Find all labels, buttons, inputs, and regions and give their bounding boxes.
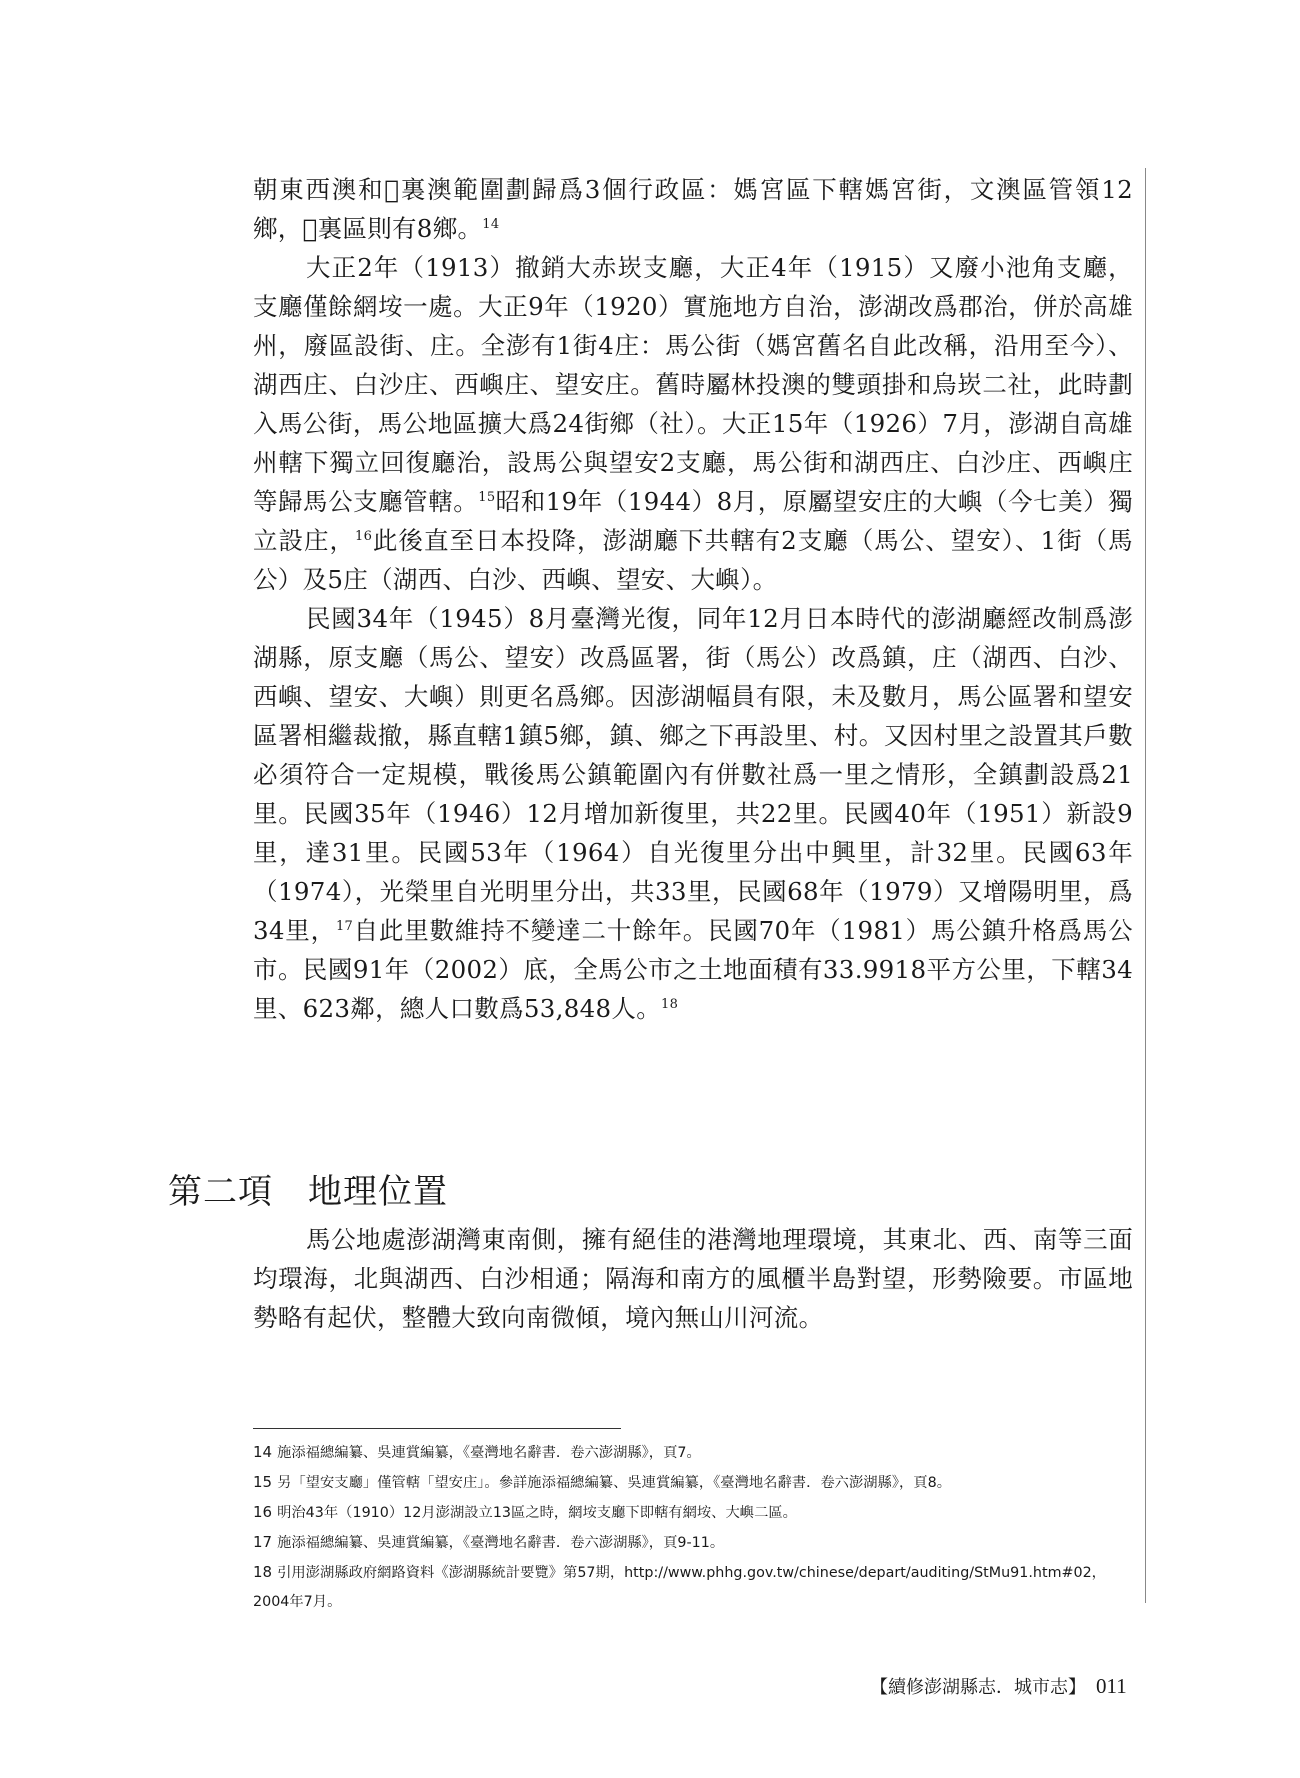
footnote-16: 16 明治43年（1910）12月澎湖設立13區之時，網垵支廳下即轄有網垵、大嶼二區。	[253, 1503, 797, 1521]
paragraph-2: 大正2年（1913）撤銷大赤崁支廳，大正4年（1915）又廢小池角支廳，支廳僅餘網垵一處。大正9年（1920）實施地方自治，澎湖改爲郡治，併於高雄州，廢區設街、庄。全澎有1街4庄：馬公街（媽宮舊名自此改稱，沿用至今）、湖西庄、白沙庄、西嶼庄、望安庄。舊時屬林投澳的雙頭掛和烏崁二社，此時劃入馬公街，馬公地區擴大爲24街鄉（社）。大正15年（1926）7月，澎湖自高雄州轄下獨立回復廳治，設馬公與望安2支廳，馬公街和湖西庄、白沙庄、西嶼庄等歸馬公支廳管轄。$^{15}$昭和19年（1944）8月，原屬望安庄的大嶼（今七美）獨立設庄，$^{16}$此後直至日本投降，澎湖廳下共轄有2支廳（馬公、望安）、1街（馬公）及5庄（湖西、白沙、西嶼、望安、大嶼）。	[253, 253, 1133, 594]
book-title: 【續修澎湖縣志．城市志】	[870, 1677, 1086, 1698]
footnote-ref-15[interactable]: 15	[478, 489, 496, 505]
footnote-15: 15 另「望安支廳」僅管轄「望安庄」。參詳施添福總編纂、吳連賞編纂，《臺灣地名辭書．卷六澎湖縣》，頁8。	[253, 1473, 951, 1491]
footnote-18: 18 引用澎湖縣政府網路資料《澎湖縣統計要覽》第57期，http://www.phhg.gov.tw/chinese/depart/auditing/StMu91.htm#02，2004年7月。	[253, 1563, 1106, 1610]
footnote-ref-18[interactable]: 18	[661, 996, 679, 1012]
section-text	[253, 1220, 1133, 1337]
footnote-ref-16[interactable]: 16	[355, 528, 373, 544]
margin-rule	[1145, 168, 1146, 1603]
paragraph-1: 朝東西澳和𡋟裏澳範圍劃歸爲3個行政區：媽宮區下轄媽宮街，文澳區管領12鄉，𡋟裏區則有8鄉。$^{14}$	[253, 175, 1133, 243]
footnote-ref-17[interactable]: 17	[335, 918, 354, 934]
footnotes	[253, 1438, 1133, 1617]
footnote-ref-14[interactable]: 14	[482, 216, 500, 232]
section-paragraph: 馬公地處澎湖灣東南側，擁有絕佳的港灣地理環境，其東北、西、南等三面均環海，北與湖西、白沙相通；隔海和南方的風櫃半島對望，形勢險要。市區地勢略有起伏，整體大致向南微傾，境內無山川河流。	[253, 1225, 1133, 1332]
page-number: 011	[1096, 1674, 1127, 1698]
footnote-14: 14 施添福總編纂、吳連賞編纂，《臺灣地名辭書．卷六澎湖縣》，頁7。	[253, 1443, 701, 1461]
main-text	[253, 170, 1133, 1028]
footnote-divider	[253, 1428, 621, 1429]
paragraph-3: 民國34年（1945）8月臺灣光復，同年12月日本時代的澎湖廳經改制爲澎湖縣，原支廳（馬公、望安）改爲區署，街（馬公）改爲鎮，庄（湖西、白沙、西嶼、望安、大嶼）則更名爲鄉。因澎湖幅員有限，未及數月，馬公區署和望安區署相繼裁撤，縣直轄1鎮5鄉，鎮、鄉之下再設里、村。又因村里之設置其戶數必須符合一定規模，戰後馬公鎮範圍內有併數社爲一里之情形，全鎮劃設爲21里。民國35年（1946）12月增加新復里，共22里。民國40年（1951）新設9里，達31里。民國53年（1964）自光復里分出中興里，計32里。民國63年（1974），光榮里自光明里分出，共33里，民國68年（1979）又增陽明里，爲34里，$^{17}$自此里數維持不變達二十餘年。民國70年（1981）馬公鎮升格爲馬公市。民國91年（2002）底，全馬公市之土地面積有33.9918平方公里，下轄34里、623鄰，總人口數爲53,848人。$^{18}$	[253, 604, 1133, 1023]
page-footer	[870, 1673, 1127, 1699]
section-heading: 第二項 地理位置	[168, 1172, 448, 1212]
footnote-17: 17 施添福總編纂、吳連賞編纂，《臺灣地名辭書．卷六澎湖縣》，頁9-11。	[253, 1533, 725, 1551]
